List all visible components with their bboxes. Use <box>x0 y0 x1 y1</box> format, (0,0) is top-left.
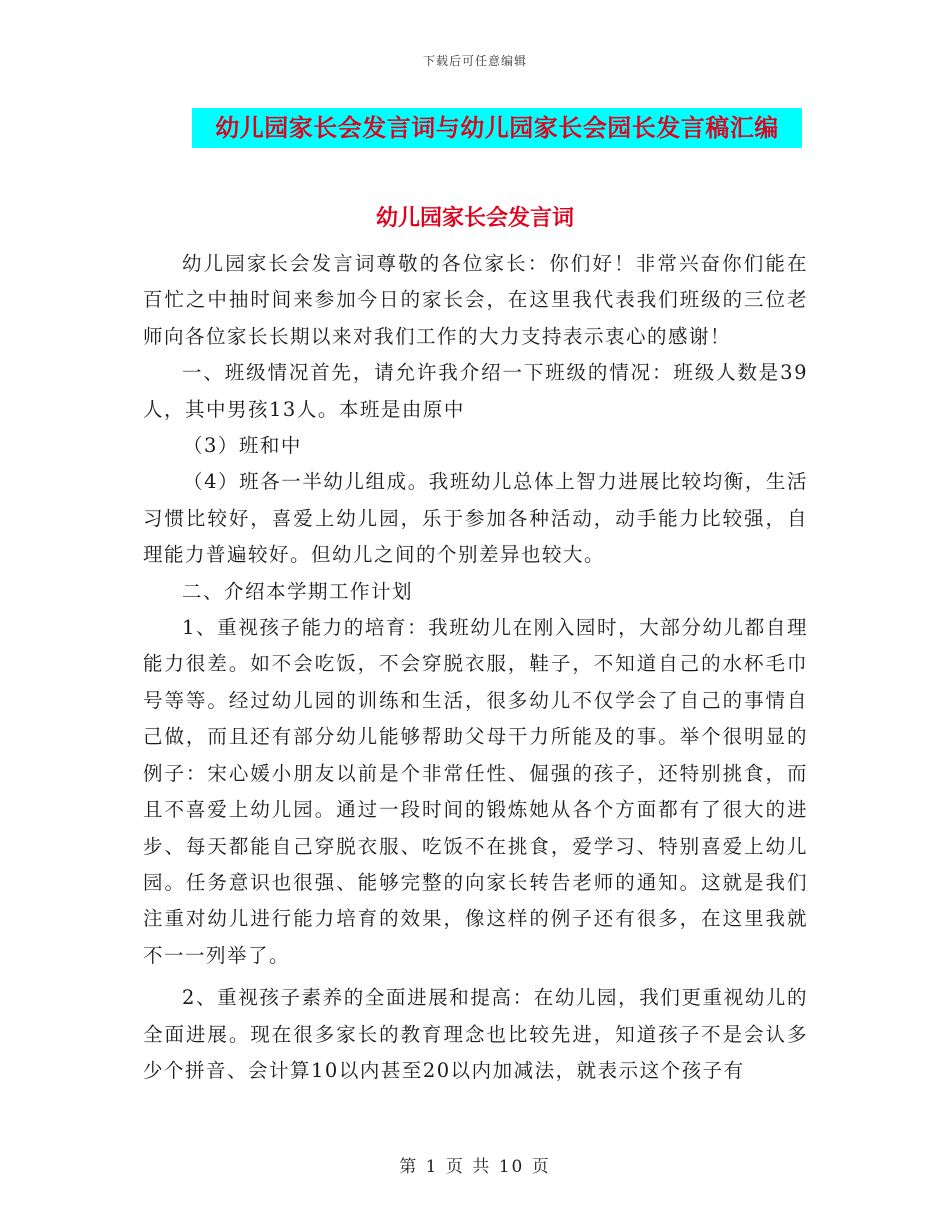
document-body <box>143 246 808 1089</box>
paragraph-work-plan-heading: 二、介绍本学期工作计划 <box>182 579 414 603</box>
document-title: 幼儿园家长会发言词与幼儿园家长会园长发言稿汇编 <box>215 113 779 142</box>
page-indicator: 第 1 页 共 10 页 <box>399 1157 551 1177</box>
paragraph-class-situation: 一、班级情况首先，请允许我介绍一下班级的情况：班级人数是39人，其中男孩13人。本班是由原中 <box>143 361 808 421</box>
header-note: 下载后可任意编辑 <box>422 54 527 68</box>
section-title: 幼儿园家长会发言词 <box>375 205 574 231</box>
paragraph-greeting: 幼儿园家长会发言词尊敬的各位家长：你们好！非常兴奋你们能在百忙之中抽时间来参加今日的家长会，在这里我代表我们班级的三位老师向各位家长长期以来对我们工作的大力支持表示衷心的感谢！ <box>143 252 808 348</box>
paragraph-ability-training: 1、重视孩子能力的培育：我班幼儿在刚入园时，大部分幼儿都自理能力很差。如不会吃饭，不会穿脱衣服，鞋子，不知道自己的水杯毛巾号等等。经过幼儿园的训练和生活，很多幼儿不仅学会了自己的事情自己做，而且还有部分幼儿能够帮助父母干力所能及的事。举个很明显的例子：宋心媛小朋友以前是个非常任性、倔强的孩子，还特别挑食，而且不喜爱上幼儿园。通过一段时间的锻炼她从各个方面都有了很大的进步、每天都能自己穿脱衣服、吃饭不在挑食，爱学习、特别喜爱上幼儿园。任务意识也很强、能够完整的向家长转告老师的通知。这就是我们注重对幼儿进行能力培育的效果，像这样的例子还有很多，在这里我就不一一列举了。 <box>143 616 808 967</box>
paragraph-class-4: （4）班各一半幼儿组成。我班幼儿总体上智力进展比较均衡，生活习惯比较好，喜爱上幼儿园，乐于参加各种活动，动手能力比较强，自理能力普遍较好。但幼儿之间的个别差异也较大。 <box>143 470 808 567</box>
paragraph-quality-development: 2、重视孩子素养的全面进展和提高：在幼儿园，我们更重视幼儿的全面进展。现在很多家长的教育理念也比较先进，知道孩子不是会认多少个拼音、会计算10以内甚至20以内加减法，就表示这个孩子有 <box>143 986 808 1082</box>
paragraph-class-3: （3）班和中 <box>183 434 302 458</box>
